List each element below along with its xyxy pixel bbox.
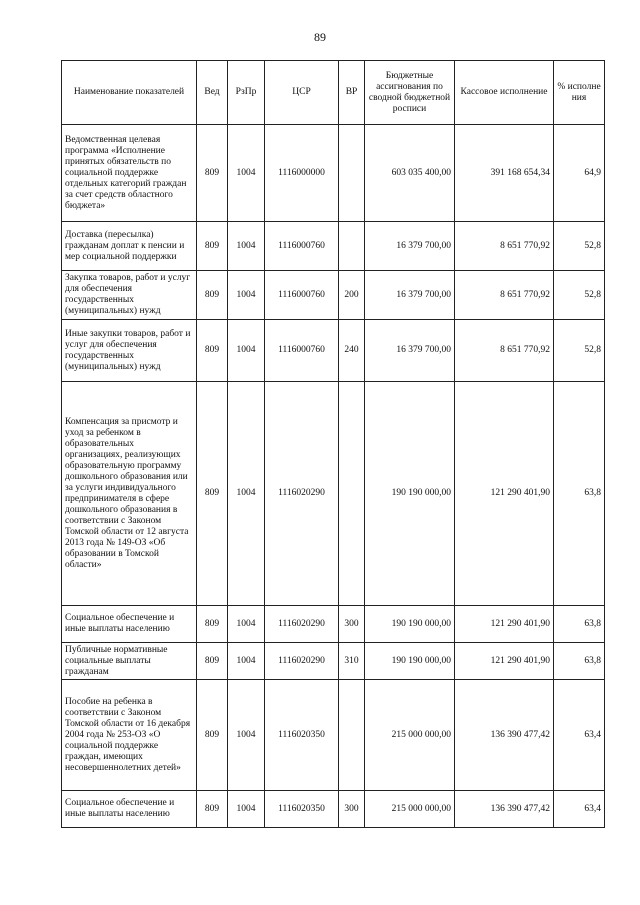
table-header-row	[62, 61, 605, 125]
row-percent: 52,8	[554, 320, 605, 382]
header-rzpr: РзПр	[228, 61, 265, 125]
row-rzpr: 1004	[228, 606, 265, 643]
row-name: Иные закупки товаров, работ и услуг для обеспечения государственных (муниципальных) нужд	[62, 320, 197, 382]
row-ved: 809	[197, 382, 228, 606]
table-row	[62, 680, 605, 791]
row-csr: 1116000000	[265, 125, 339, 222]
row-rzpr: 1004	[228, 680, 265, 791]
row-ved: 809	[197, 271, 228, 320]
row-csr: 1116020290	[265, 382, 339, 606]
row-assigned: 16 379 700,00	[365, 271, 455, 320]
row-executed: 121 290 401,90	[455, 606, 554, 643]
header-assigned: Бюджетные ассигнования по сводной бюджетной росписи	[365, 61, 455, 125]
table-row	[62, 382, 605, 606]
table-row	[62, 643, 605, 680]
row-ved: 809	[197, 680, 228, 791]
header-ved: Вед	[197, 61, 228, 125]
row-vr	[339, 222, 365, 271]
row-assigned: 190 190 000,00	[365, 643, 455, 680]
row-name: Пособие на ребенка в соответствии с Законом Томской области от 16 декабря 2004 года № 253-ОЗ «О социальной поддержке граждан, имеющих несовершеннолетних детей»	[62, 680, 197, 791]
row-csr: 1116020350	[265, 680, 339, 791]
table-row	[62, 125, 605, 222]
table-row	[62, 271, 605, 320]
row-ved: 809	[197, 125, 228, 222]
row-name: Доставка (пересылка) гражданам доплат к пенсии и мер социальной поддержки	[62, 222, 197, 271]
row-rzpr: 1004	[228, 791, 265, 828]
row-name: Публичные нормативные социальные выплаты гражданам	[62, 643, 197, 680]
row-assigned: 190 190 000,00	[365, 606, 455, 643]
row-ved: 809	[197, 222, 228, 271]
row-assigned: 603 035 400,00	[365, 125, 455, 222]
table-row	[62, 222, 605, 271]
row-vr	[339, 680, 365, 791]
row-name: Ведомственная целевая программа «Исполнение принятых обязательств по социальной поддержке отдельных категорий граждан за счет средств областного бюджета»	[62, 125, 197, 222]
row-csr: 1116020290	[265, 606, 339, 643]
row-assigned: 16 379 700,00	[365, 320, 455, 382]
row-vr: 200	[339, 271, 365, 320]
row-percent: 63,8	[554, 643, 605, 680]
row-ved: 809	[197, 606, 228, 643]
row-assigned: 190 190 000,00	[365, 382, 455, 606]
row-percent: 52,8	[554, 271, 605, 320]
header-name: Наименование показателей	[62, 61, 197, 125]
row-rzpr: 1004	[228, 271, 265, 320]
row-executed: 8 651 770,92	[455, 320, 554, 382]
row-executed: 391 168 654,34	[455, 125, 554, 222]
table-row	[62, 791, 605, 828]
row-ved: 809	[197, 791, 228, 828]
row-percent: 63,8	[554, 606, 605, 643]
row-percent: 63,4	[554, 791, 605, 828]
row-percent: 52,8	[554, 222, 605, 271]
row-percent: 64,9	[554, 125, 605, 222]
row-rzpr: 1004	[228, 320, 265, 382]
row-vr	[339, 382, 365, 606]
row-vr	[339, 125, 365, 222]
table-row	[62, 320, 605, 382]
row-rzpr: 1004	[228, 382, 265, 606]
row-vr: 300	[339, 606, 365, 643]
row-vr: 240	[339, 320, 365, 382]
row-assigned: 16 379 700,00	[365, 222, 455, 271]
row-rzpr: 1004	[228, 222, 265, 271]
row-name: Социальное обеспечение и иные выплаты населению	[62, 606, 197, 643]
row-name: Закупка товаров, работ и услуг для обеспечения государственных (муниципальных) нужд	[62, 271, 197, 320]
header-vr: ВР	[339, 61, 365, 125]
row-name: Компенсация за присмотр и уход за ребенком в образовательных организациях, реализующих образовательную программу дошкольного образования или за услуги индивидуального предпринимателя в сфере дошкольного образования в соответствии с Законом Томской области от 12 августа 2013 года № 149-ОЗ «Об образовании в Томской области»	[62, 382, 197, 606]
row-executed: 121 290 401,90	[455, 382, 554, 606]
row-assigned: 215 000 000,00	[365, 680, 455, 791]
row-assigned: 215 000 000,00	[365, 791, 455, 828]
row-csr: 1116020290	[265, 643, 339, 680]
table-row	[62, 606, 605, 643]
budget-table	[61, 60, 605, 828]
page-number: 89	[314, 30, 326, 44]
row-executed: 8 651 770,92	[455, 222, 554, 271]
row-csr: 1116000760	[265, 320, 339, 382]
row-ved: 809	[197, 643, 228, 680]
row-rzpr: 1004	[228, 125, 265, 222]
row-executed: 121 290 401,90	[455, 643, 554, 680]
header-executed: Кассовое исполнение	[455, 61, 554, 125]
row-vr: 300	[339, 791, 365, 828]
header-csr: ЦСР	[265, 61, 339, 125]
row-rzpr: 1004	[228, 643, 265, 680]
row-executed: 136 390 477,42	[455, 791, 554, 828]
row-executed: 8 651 770,92	[455, 271, 554, 320]
row-csr: 1116020350	[265, 791, 339, 828]
row-csr: 1116000760	[265, 271, 339, 320]
row-vr: 310	[339, 643, 365, 680]
header-percent: % исполне ния	[554, 61, 605, 125]
row-percent: 63,8	[554, 382, 605, 606]
row-percent: 63,4	[554, 680, 605, 791]
row-ved: 809	[197, 320, 228, 382]
row-csr: 1116000760	[265, 222, 339, 271]
row-executed: 136 390 477,42	[455, 680, 554, 791]
row-name: Социальное обеспечение и иные выплаты населению	[62, 791, 197, 828]
